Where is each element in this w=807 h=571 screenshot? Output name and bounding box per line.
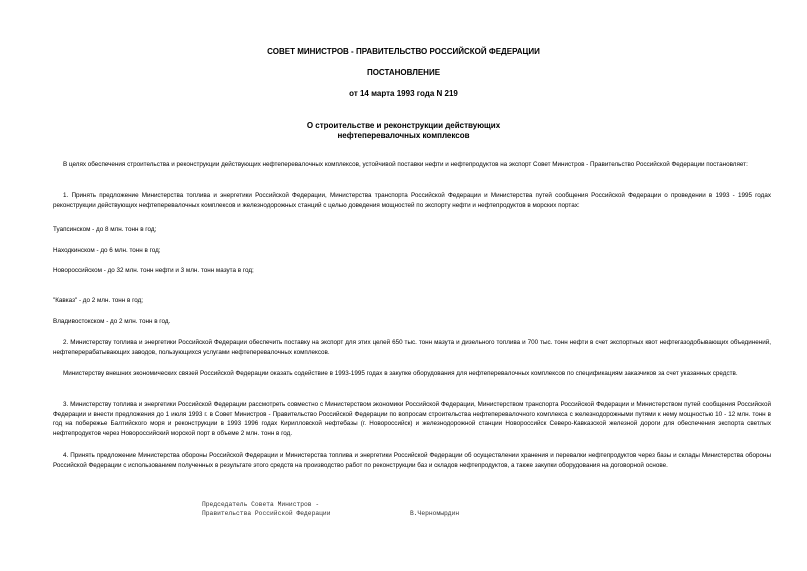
issuer-heading: СОВЕТ МИНИСТРОВ - ПРАВИТЕЛЬСТВО РОССИЙСКОЙ ФЕДЕРАЦИИ (267, 47, 540, 56)
signature-title-line-1: Председатель Совета Министров - (202, 501, 320, 508)
port-list-item: "Кавказ" - до 2 млн. тонн в год; (53, 297, 144, 304)
document-type-heading: ПОСТАНОВЛЕНИЕ (366, 68, 441, 77)
port-list-item: Новороссийском - до 32 млн. тонн нефти и 3 млн. тонн мазута в год; (53, 267, 254, 274)
port-list-item: Находкинском - до 6 млн. тонн в год; (53, 247, 161, 254)
paragraph-2: 2. Министерству топлива и энергетики Российской Федерации обеспечить поставку на экспорт для этих целей 650 тыс. тонн мазута и дизельного топлива и 700 тыс. тонн нефти в счет экспортных квот нефтегазодобывающих объединений, нефтеперерабатывающих заводов, пользующихся услугами нефтеперевалочных комплексов. (53, 339, 771, 356)
date-number-heading: от 14 марта 1993 года N 219 (349, 89, 458, 98)
paragraph-2b: Министерству внешних экономических связей Российской Федерации оказать содействие в 1993-1995 годах в закупке оборудования для нефтеперевалочных комплексов по спецификациям заказчиков за счет указанных средств. (63, 370, 738, 377)
signatory-name: В.Черномырдин (410, 510, 460, 517)
paragraph-3: 3. Министерству топлива и энергетики Российской Федерации рассмотреть совместно с Министерством экономики Российской Федерации, Министерством транспорта Российской Федерации и Министерством путей сообщения Российской Федерации и внести предложения до 1 июля 1993 г. в Совет Министров - Правительство Российской Федерации по вопросам строительства нефтеперевалочного комплекса с железнодорожными путями к нему мощностью 10 - 12 млн. тонн в год на побережье Балтийского моря и реконструкции в 1993 1996 годах Кирилловской нефтебазы (г. Новороссийск) и железнодорожной станции Новороссийск Северо-Кавказской железной дороги для обеспечения экспорта светлых нефтепродуктов через Новороссийский морской порт в объеме 2 млн. тонн в год. (53, 401, 771, 437)
signature-title-line-2: Правительства Российской Федерации (202, 510, 331, 517)
port-list-item: Туапсинском - до 8 млн. тонн в год; (53, 226, 157, 233)
signature-block (202, 500, 460, 518)
document-title: О строительстве и реконструкции действующих нефтеперевалочных комплексов (306, 121, 501, 140)
paragraph-4: 4. Принять предложение Министерства обороны Российской Федерации и Министерства топлива и энергетики Российской Федерации об осуществлении хранения и перевалки нефтепродуктов через базы и склады Министерства обороны Российской Федерации с использованием полученных в результате этого средств на производство работ по реконструкции баз и складов нефтепродуктов, а также закупки оборудования на договорной основе. (53, 452, 771, 469)
port-list-item: Владивостокском - до 2 млн. тонн в год. (53, 318, 171, 325)
intro-paragraph: В целях обеспечения строительства и реконструкции действующих нефтеперевалочных комплексов, устойчивой поставки нефти и нефтепродуктов на экспорт Совет Министров - Правительство Российской Федерации постановляет: (63, 161, 748, 168)
paragraph-1: 1. Принять предложение Министерства топлива и энергетики Российской Федерации, Министерства транспорта Российской Федерации и Министерства путей сообщения Российской Федерации о проведении в 1993 - 1995 годах реконструкции действующих нефтеперевалочных комплексов и железнодорожных станций с целью доведения мощностей по экспорту нефти и нефтепродуктов в морских портах: (53, 192, 771, 209)
